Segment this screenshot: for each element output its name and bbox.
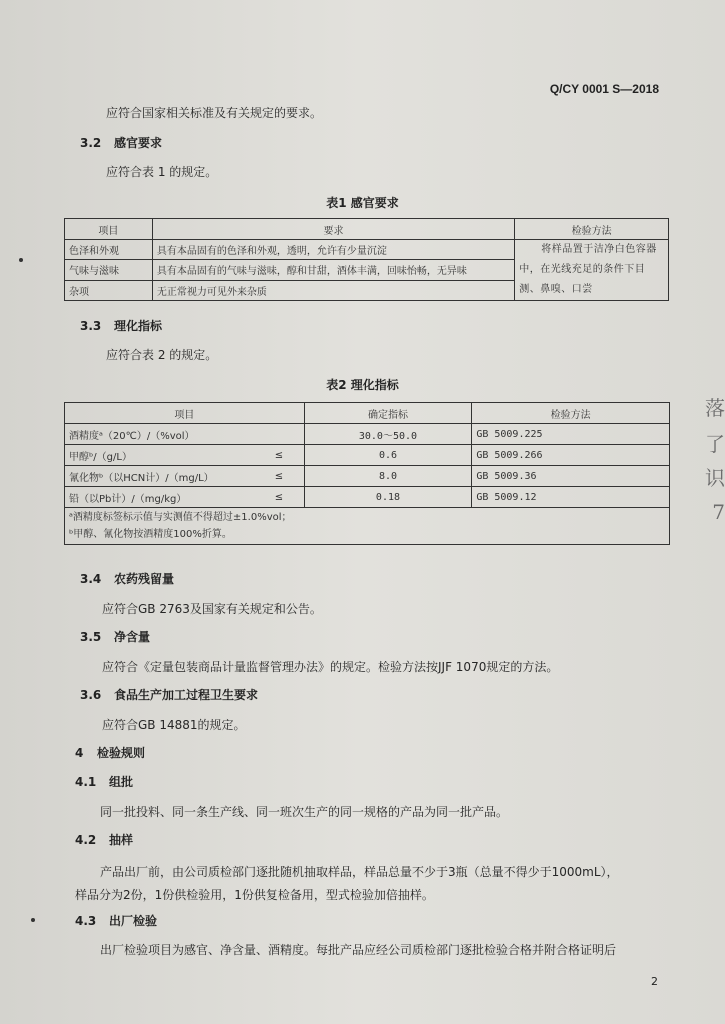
section-number: 4.2 xyxy=(75,833,97,847)
table-header-row xyxy=(65,219,669,240)
cell-operator: ≤ xyxy=(254,445,304,466)
cell-value: 0.6 xyxy=(304,445,472,466)
col-header: 项目 xyxy=(65,403,305,424)
section-number: 4 xyxy=(75,746,84,760)
section-number: 4.3 xyxy=(75,914,97,928)
cell-method: GB 5009.36 xyxy=(472,466,670,487)
section-3-6-text: 应符合GB 14881的规定。 xyxy=(102,718,246,732)
table-physicochemical xyxy=(64,402,670,545)
table-header-row xyxy=(65,403,670,424)
cell-operator: ≤ xyxy=(254,487,304,508)
section-3-2-heading xyxy=(80,134,162,151)
cell-method: GB 5009.266 xyxy=(472,445,670,466)
section-3-2-text: 应符合表 1 的规定。 xyxy=(106,165,218,179)
section-3-3-heading xyxy=(80,317,162,334)
table-row xyxy=(65,487,670,508)
cell-value: 30.0～50.0 xyxy=(304,424,472,445)
cell-operator: ≤ xyxy=(254,466,304,487)
col-header: 确定指标 xyxy=(304,403,472,424)
cell-item: 酒精度ᵃ（20℃）/（%vol） xyxy=(65,424,255,445)
punch-dot xyxy=(31,918,35,922)
section-number: 3.2 xyxy=(80,136,102,150)
section-3-5-heading xyxy=(80,628,150,645)
col-header: 检验方法 xyxy=(515,219,669,240)
table-row xyxy=(65,240,669,260)
cell-item: 色泽和外观 xyxy=(65,240,153,260)
section-4-2-text-line2: 样品分为2份，1份供检验用，1份供复检备用，型式检验加倍抽样。 xyxy=(75,888,434,902)
section-title: 检验规则 xyxy=(97,746,146,760)
cell-operator xyxy=(254,424,304,445)
section-4-1-text: 同一批投料、同一条生产线、同一班次生产的同一规格的产品为同一批产品。 xyxy=(100,805,509,819)
edge-mark: 了 xyxy=(705,432,725,456)
col-header: 检验方法 xyxy=(472,403,670,424)
cell-method: 将样品置于洁净白色容器中，在光线充足的条件下目测、鼻嗅、口尝 xyxy=(515,240,669,301)
edge-mark: 识 xyxy=(705,466,725,490)
cell-item: 铅（以Pb计）/（mg/kg） xyxy=(65,487,255,508)
cell-item: 氰化物ᵇ（以HCN计）/（mg/L） xyxy=(65,466,255,487)
col-header: 要求 xyxy=(152,219,514,240)
table-row xyxy=(65,466,670,487)
section-title: 组批 xyxy=(109,775,134,789)
cell-item: 甲醇ᵇ/（g/L） xyxy=(65,445,255,466)
section-number: 3.6 xyxy=(80,688,102,702)
table-note: ᵃ酒精度标签标示值与实测值不得超过±1.0%vol； xyxy=(69,512,292,523)
section-3-6-heading xyxy=(80,686,258,703)
section-4-3-text: 出厂检验项目为感官、净含量、酒精度。每批产品应经公司质检部门逐批检验合格并附合格证明后 xyxy=(100,943,617,957)
cell-item: 杂项 xyxy=(65,280,153,300)
cell-method: GB 5009.12 xyxy=(472,487,670,508)
cell-requirement: 具有本品固有的气味与滋味，醇和甘甜，酒体丰满，回味怡畅，无异味 xyxy=(152,260,514,280)
section-4-3-heading xyxy=(75,912,157,929)
edge-mark: 落 xyxy=(705,396,725,420)
table-row xyxy=(65,424,670,445)
section-3-5-text: 应符合《定量包装商品计量监督管理办法》的规定。检验方法按JJF 1070规定的方法。 xyxy=(102,660,559,674)
section-title: 感官要求 xyxy=(114,136,163,150)
edge-mark: 7 xyxy=(712,500,725,524)
standard-code: Q/CY 0001 S—2018 xyxy=(549,82,659,96)
section-number: 4.1 xyxy=(75,775,97,789)
cell-item: 气味与滋味 xyxy=(65,260,153,280)
table1-caption: 表1 感官要求 xyxy=(326,196,399,210)
section-number: 3.3 xyxy=(80,319,102,333)
table-row xyxy=(65,445,670,466)
section-title: 出厂检验 xyxy=(109,914,158,928)
section-title: 净含量 xyxy=(114,630,151,644)
cell-value: 0.18 xyxy=(304,487,472,508)
section-title: 农药残留量 xyxy=(114,572,175,586)
section-3-4-heading xyxy=(80,570,174,587)
section-number: 3.5 xyxy=(80,630,102,644)
section-4-2-heading xyxy=(75,831,133,848)
col-header: 项目 xyxy=(65,219,153,240)
section-title: 食品生产加工过程卫生要求 xyxy=(114,688,259,702)
section-title: 理化指标 xyxy=(114,319,163,333)
section-3-3-text: 应符合表 2 的规定。 xyxy=(106,348,218,362)
section-title: 抽样 xyxy=(109,833,134,847)
intro-text: 应符合国家相关标准及有关规定的要求。 xyxy=(106,106,323,120)
section-3-4-text: 应符合GB 2763及国家有关规定和公告。 xyxy=(102,602,322,616)
section-4-heading xyxy=(75,744,145,761)
section-number: 3.4 xyxy=(80,572,102,586)
cell-requirement: 无正常视力可见外来杂质 xyxy=(152,280,514,300)
table-sensory xyxy=(64,218,669,301)
section-4-1-heading xyxy=(75,773,133,790)
cell-requirement: 具有本品固有的色泽和外观，透明，允许有少量沉淀 xyxy=(152,240,514,260)
punch-dot xyxy=(19,258,23,262)
table2-caption: 表2 理化指标 xyxy=(326,378,399,392)
cell-value: 8.0 xyxy=(304,466,472,487)
page-number: 2 xyxy=(651,975,658,988)
cell-method: GB 5009.225 xyxy=(472,424,670,445)
table-note: ᵇ甲醇、氰化物按酒精度100%折算。 xyxy=(69,529,232,540)
table-notes-row xyxy=(65,508,670,545)
section-4-2-text-line1: 产品出厂前，由公司质检部门逐批随机抽取样品，样品总量不少于3瓶（总量不得少于1000mL）， xyxy=(100,865,619,879)
table-notes xyxy=(65,508,670,545)
